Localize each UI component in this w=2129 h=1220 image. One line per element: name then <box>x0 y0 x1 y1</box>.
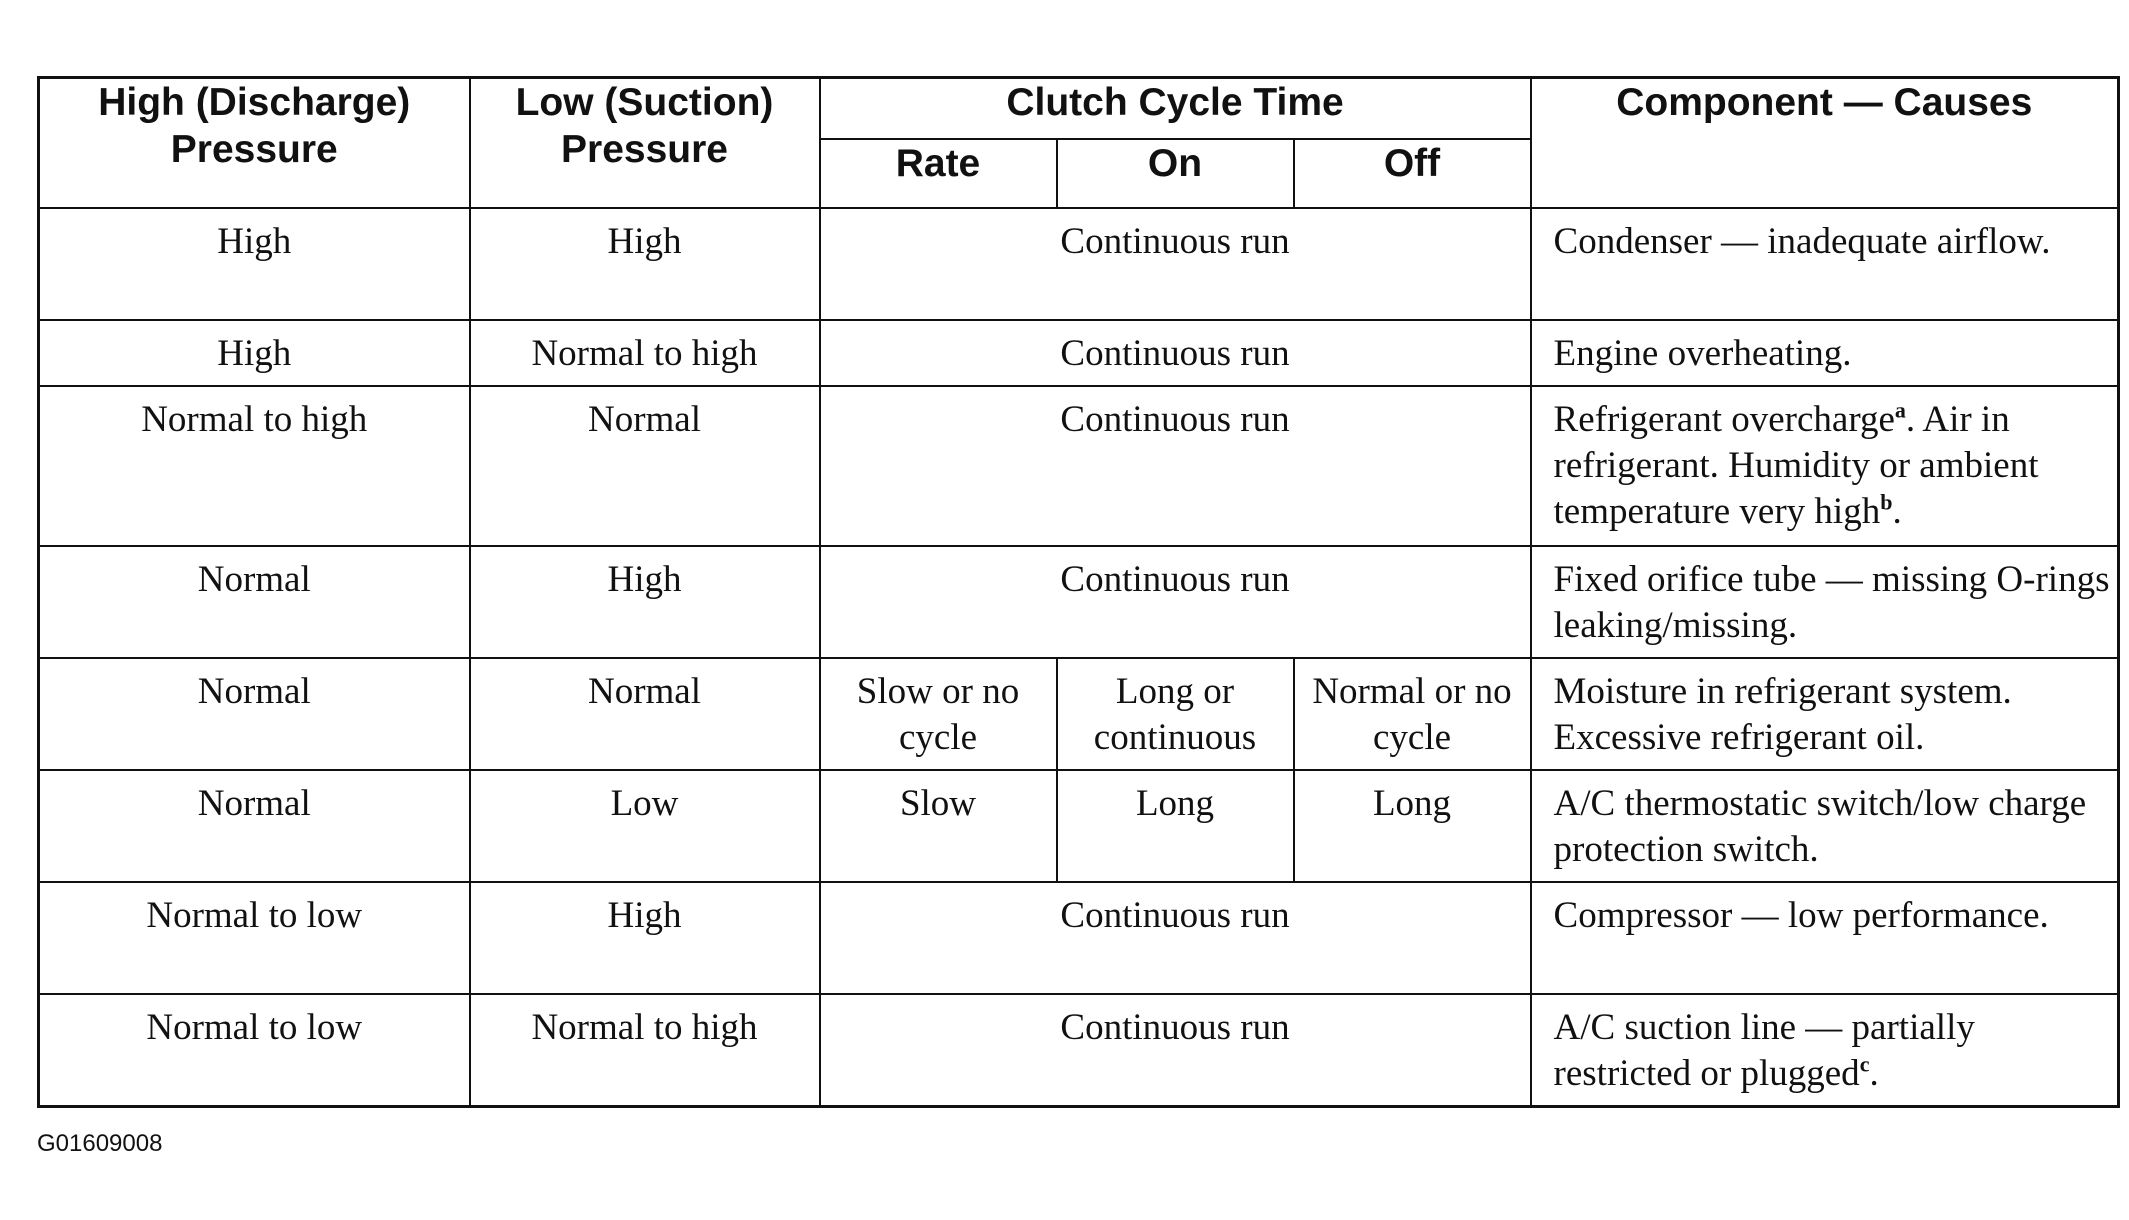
cell-low-pressure: Low <box>470 770 820 882</box>
table-row <box>39 546 2119 658</box>
cell-clutch-cycle: Continuous run <box>820 994 1531 1107</box>
cell-low-pressure: Normal <box>470 386 820 546</box>
cell-high-pressure: High <box>39 208 470 320</box>
footnote-marker: b <box>1880 489 1893 515</box>
header-high-pressure: High (Discharge) Pressure <box>39 78 470 209</box>
table-row <box>39 320 2119 386</box>
cell-on: Long or continuous <box>1057 658 1294 770</box>
cell-low-pressure: High <box>470 208 820 320</box>
cell-high-pressure: Normal to low <box>39 994 470 1107</box>
cell-clutch-cycle: Continuous run <box>820 546 1531 658</box>
header-clutch-cycle-time: Clutch Cycle Time <box>820 78 1531 139</box>
cause-text: . Air in refrigerant. Humidity or ambient temperature very high <box>1553 399 2039 532</box>
cell-rate: Slow or no cycle <box>820 658 1057 770</box>
header-on: On <box>1057 139 1294 208</box>
table-row <box>39 208 2119 320</box>
cause-text: . <box>1869 1053 1879 1094</box>
cell-low-pressure: High <box>470 882 820 994</box>
cell-component-cause: Fixed orifice tube — missing O-rings leaking/missing. <box>1531 546 2119 658</box>
cause-text: Refrigerant overcharge <box>1553 399 1895 440</box>
cell-low-pressure: High <box>470 546 820 658</box>
cell-low-pressure: Normal to high <box>470 994 820 1107</box>
cell-high-pressure: Normal <box>39 658 470 770</box>
header-component-causes: Component — Causes <box>1531 78 2119 209</box>
footnote-marker: a <box>1894 397 1906 423</box>
cell-component-cause: Moisture in refrigerant system. Excessive refrigerant oil. <box>1531 658 2119 770</box>
cell-clutch-cycle: Continuous run <box>820 208 1531 320</box>
diagnosis-table-container <box>37 76 2117 1108</box>
header-rate: Rate <box>820 139 1057 208</box>
cause-text: A/C suction line — partially restricted or plugged <box>1553 1007 1975 1094</box>
cell-low-pressure: Normal <box>470 658 820 770</box>
cell-component-cause <box>1531 994 2119 1107</box>
cell-clutch-cycle: Continuous run <box>820 386 1531 546</box>
cell-component-cause: A/C thermostatic switch/low charge protection switch. <box>1531 770 2119 882</box>
table-row <box>39 882 2119 994</box>
cell-on: Long <box>1057 770 1294 882</box>
cell-high-pressure: Normal <box>39 770 470 882</box>
cell-high-pressure: Normal <box>39 546 470 658</box>
cell-clutch-cycle: Continuous run <box>820 320 1531 386</box>
cause-text: . <box>1892 491 1902 532</box>
cell-component-cause: Condenser — inadequate airflow. <box>1531 208 2119 320</box>
cell-high-pressure: High <box>39 320 470 386</box>
footnote-marker: c <box>1859 1051 1870 1077</box>
cell-high-pressure: Normal to low <box>39 882 470 994</box>
header-off: Off <box>1294 139 1531 208</box>
cell-off: Long <box>1294 770 1531 882</box>
cell-component-cause: Engine overheating. <box>1531 320 2119 386</box>
cell-low-pressure: Normal to high <box>470 320 820 386</box>
pressure-diagnosis-table <box>37 76 2120 1108</box>
cell-off: Normal or no cycle <box>1294 658 1531 770</box>
header-low-pressure: Low (Suction) Pressure <box>470 78 820 209</box>
cell-high-pressure: Normal to high <box>39 386 470 546</box>
table-row <box>39 994 2119 1107</box>
table-row <box>39 386 2119 546</box>
cell-component-cause: Compressor — low performance. <box>1531 882 2119 994</box>
cell-rate: Slow <box>820 770 1057 882</box>
cell-clutch-cycle: Continuous run <box>820 882 1531 994</box>
figure-id: G01609008 <box>37 1130 163 1157</box>
table-row <box>39 770 2119 882</box>
cell-component-cause <box>1531 386 2119 546</box>
table-row <box>39 658 2119 770</box>
